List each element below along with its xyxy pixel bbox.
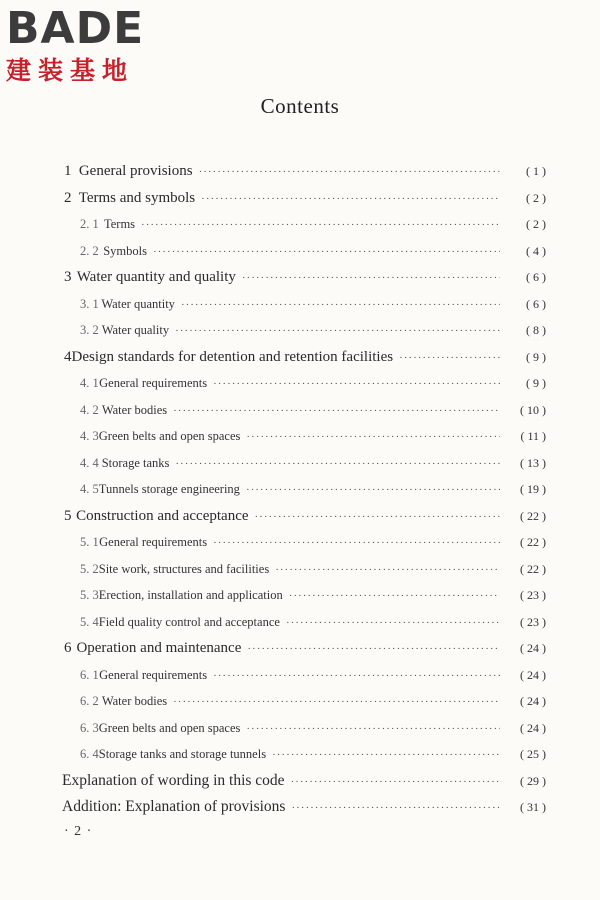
- toc-entry-number: 5. 1: [80, 535, 99, 549]
- toc-dot-leader: [153, 239, 500, 266]
- toc-entry[interactable]: [62, 185, 546, 212]
- toc-entry[interactable]: [62, 450, 546, 477]
- table-of-contents: [62, 158, 546, 821]
- toc-entry-title: Storage tanks: [101, 455, 170, 470]
- toc-entry-title: Water quantity and quality: [76, 269, 236, 285]
- toc-entry-page: ( 24 ): [520, 694, 546, 708]
- toc-entry-page: ( 2 ): [526, 217, 546, 231]
- toc-dot-leader: [399, 345, 500, 372]
- toc-entry-number: 3. 2: [80, 323, 99, 337]
- toc-dot-leader: [213, 663, 500, 690]
- toc-entry-title: Explanation of wording in this code: [62, 771, 285, 789]
- toc-entry-title: Water bodies: [101, 694, 168, 708]
- logo-wordmark: BADE: [6, 3, 145, 54]
- toc-dot-leader: [247, 636, 500, 663]
- toc-entry-number: 6. 3: [80, 720, 99, 735]
- toc-entry-page: ( 24 ): [520, 641, 546, 655]
- toc-entry-page: ( 10 ): [520, 402, 546, 417]
- toc-entry-page: ( 1 ): [526, 164, 546, 178]
- toc-entry-title: Construction and acceptance: [76, 507, 249, 524]
- toc-entry-title: Green belts and open spaces: [98, 429, 241, 443]
- page-title: Contents: [260, 94, 340, 118]
- toc-entry-page: ( 22 ): [520, 561, 546, 576]
- toc-entry[interactable]: [62, 158, 546, 185]
- page-number: · 2 ·: [64, 824, 93, 839]
- toc-entry[interactable]: [62, 609, 546, 636]
- toc-dot-leader: [255, 504, 500, 531]
- toc-entry[interactable]: [62, 370, 546, 397]
- toc-entry[interactable]: [62, 344, 546, 371]
- toc-entry-title: Water quality: [101, 323, 170, 337]
- toc-entry[interactable]: [62, 715, 546, 742]
- toc-entry-title: Terms and symbols: [78, 189, 196, 206]
- toc-entry-title: Symbols: [103, 243, 147, 258]
- logo-chinese-text: 建装基地: [6, 56, 135, 85]
- toc-dot-leader: [275, 557, 500, 584]
- toc-entry-title: Green belts and open spaces: [98, 720, 241, 735]
- toc-entry-page: ( 6 ): [526, 270, 546, 284]
- toc-entry-page: ( 23 ): [520, 614, 546, 629]
- toc-entry[interactable]: [62, 423, 546, 450]
- toc-entry-page: ( 22 ): [520, 508, 546, 523]
- toc-dot-leader: [272, 742, 500, 769]
- toc-dot-leader: [175, 451, 500, 478]
- toc-entry[interactable]: [62, 529, 546, 556]
- toc-entry-title: Operation and maintenance: [76, 640, 242, 656]
- toc-entry-page: ( 13 ): [520, 455, 546, 470]
- toc-entry-number: 5. 4: [80, 614, 99, 629]
- toc-entry-title: Erection, installation and application: [98, 588, 283, 602]
- toc-entry-title: Terms: [103, 217, 136, 231]
- toc-entry[interactable]: [62, 317, 546, 344]
- toc-entry[interactable]: [62, 556, 546, 583]
- toc-dot-leader: [201, 186, 500, 213]
- toc-entry[interactable]: [62, 264, 546, 291]
- toc-entry[interactable]: [62, 238, 546, 265]
- toc-entry-title: Water bodies: [101, 402, 168, 417]
- toc-entry-page: ( 2 ): [526, 190, 546, 205]
- toc-entry-page: ( 24 ): [520, 667, 546, 682]
- toc-entry-number: 6. 4: [80, 747, 99, 761]
- toc-entry-number: 1: [64, 163, 72, 179]
- toc-dot-leader: [291, 795, 500, 822]
- toc-entry[interactable]: [62, 688, 546, 715]
- toc-dot-leader: [213, 371, 500, 398]
- toc-entry-title: General requirements: [99, 535, 208, 549]
- toc-entry[interactable]: [62, 582, 546, 609]
- toc-dot-leader: [246, 716, 500, 743]
- toc-dot-leader: [175, 318, 500, 345]
- toc-dot-leader: [181, 292, 500, 319]
- toc-entry-number: 2. 2: [80, 243, 99, 258]
- toc-entry-title: Storage tanks and storage tunnels: [98, 747, 267, 761]
- toc-entry-title: General provisions: [78, 163, 193, 179]
- toc-entry-number: 4: [64, 348, 72, 365]
- toc-entry[interactable]: [62, 291, 546, 318]
- toc-entry-number: 2. 1: [80, 217, 99, 231]
- toc-entry-number: 3. 1: [80, 296, 99, 311]
- toc-entry-number: 5. 2: [80, 561, 99, 576]
- bade-logo: [6, 4, 176, 86]
- toc-entry-page: ( 29 ): [520, 773, 546, 788]
- toc-entry-page: ( 19 ): [520, 482, 546, 496]
- toc-entry-number: 4. 5: [80, 482, 99, 496]
- toc-entry-page: ( 9 ): [526, 376, 546, 390]
- toc-entry-title: General requirements: [99, 376, 208, 390]
- toc-entry-page: ( 22 ): [520, 535, 546, 549]
- toc-entry[interactable]: [62, 662, 546, 689]
- toc-entry-page: ( 6 ): [526, 296, 546, 311]
- toc-entry[interactable]: [62, 211, 546, 238]
- toc-dot-leader: [289, 583, 500, 610]
- toc-dot-leader: [141, 212, 500, 239]
- toc-entry-number: 4. 4: [80, 455, 99, 470]
- toc-entry-page: ( 4 ): [526, 243, 546, 258]
- toc-entry[interactable]: [62, 768, 546, 795]
- toc-entry-number: 5. 3: [80, 588, 99, 602]
- toc-entry-page: ( 23 ): [520, 588, 546, 602]
- toc-dot-leader: [242, 265, 500, 292]
- toc-entry-page: ( 11 ): [520, 429, 546, 443]
- toc-entry-title: Water quantity: [101, 296, 175, 311]
- toc-entry-page: ( 24 ): [520, 720, 546, 735]
- toc-entry-page: ( 31 ): [520, 800, 546, 814]
- toc-entry-page: ( 8 ): [526, 323, 546, 337]
- toc-entry-number: 4. 2: [80, 402, 99, 417]
- toc-dot-leader: [246, 424, 500, 451]
- toc-entry[interactable]: [62, 741, 546, 768]
- toc-dot-leader: [291, 769, 500, 796]
- toc-entry-title: General requirements: [99, 667, 208, 682]
- toc-entry-page: ( 25 ): [520, 747, 546, 761]
- toc-entry-number: 6: [64, 640, 72, 656]
- toc-entry-number: 4. 1: [80, 376, 99, 390]
- toc-entry-title: Field quality control and acceptance: [98, 614, 280, 629]
- toc-dot-leader: [246, 477, 500, 504]
- toc-entry-number: 4. 3: [80, 429, 99, 443]
- toc-entry-title: Design standards for detention and retention facilities: [71, 348, 394, 365]
- toc-entry[interactable]: [62, 794, 546, 821]
- toc-entry-number: 2: [64, 189, 72, 206]
- toc-entry[interactable]: [62, 476, 546, 503]
- toc-entry-number: 6. 2: [80, 694, 99, 708]
- toc-dot-leader: [173, 398, 500, 425]
- toc-entry[interactable]: [62, 397, 546, 424]
- toc-entry-number: 6. 1: [80, 667, 99, 682]
- toc-entry-number: 5: [64, 507, 72, 524]
- toc-entry-title: Tunnels storage engineering: [98, 482, 240, 496]
- toc-dot-leader: [173, 689, 500, 716]
- toc-entry-title: Site work, structures and facilities: [98, 561, 270, 576]
- toc-dot-leader: [213, 530, 500, 557]
- toc-entry[interactable]: [62, 503, 546, 530]
- toc-entry-title: Addition: Explanation of provisions: [62, 798, 286, 815]
- toc-dot-leader: [286, 610, 500, 637]
- toc-dot-leader: [199, 159, 500, 186]
- toc-entry-page: ( 9 ): [526, 349, 546, 364]
- toc-entry-number: 3: [64, 269, 72, 285]
- toc-entry[interactable]: [62, 635, 546, 662]
